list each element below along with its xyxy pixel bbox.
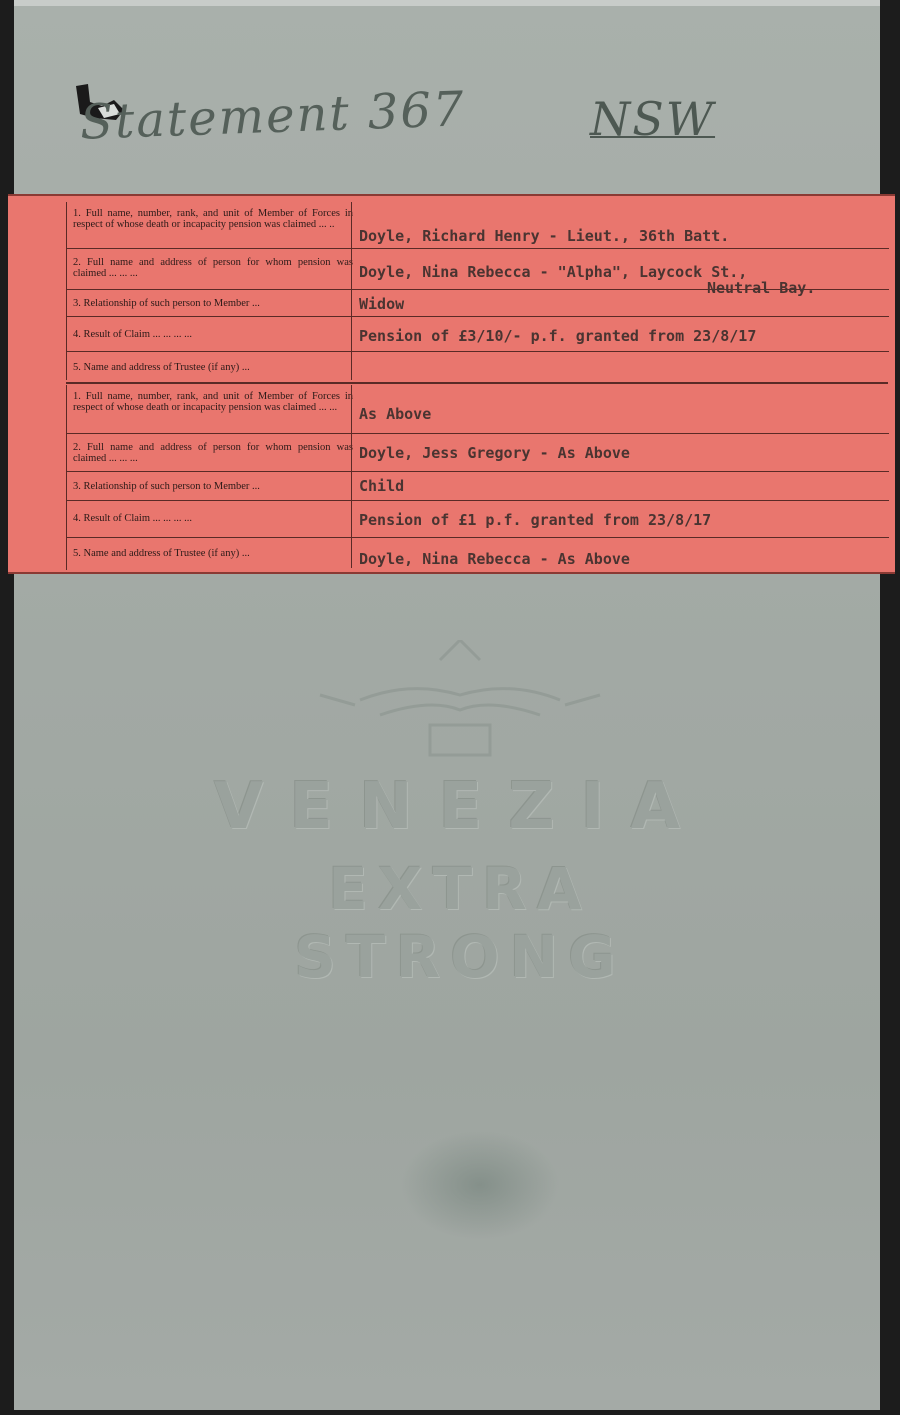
form-row (67, 290, 889, 317)
field-value: Doyle, Nina Rebecca - "Alpha", Laycock St., (359, 263, 748, 281)
watermark-line-1: VENEZIA (213, 770, 707, 844)
field-label: 2. Full name and address of person for whom pension was claimed ... ... ... (73, 442, 353, 464)
watermark-emblem (180, 640, 740, 770)
form-row (67, 501, 889, 538)
form-row (67, 472, 889, 501)
field-label: 4. Result of Claim ... ... ... ... (73, 329, 192, 340)
field-label: 5. Name and address of Trustee (if any) ... (73, 548, 250, 559)
pension-form (8, 194, 895, 574)
paper-watermark (180, 640, 740, 991)
field-label: 3. Relationship of such person to Member ... (73, 481, 260, 492)
form-row (67, 202, 889, 249)
field-label: 3. Relationship of such person to Member ... (73, 298, 260, 309)
field-value-continued: Neutral Bay. (707, 279, 816, 297)
paper-edge (14, 0, 880, 6)
form-row (67, 249, 889, 297)
form-row (67, 352, 889, 380)
form-row (67, 385, 889, 434)
field-label: 1. Full name, number, rank, and unit of Member of Forces in respect of whose death or incapacity pension was claimed ... .. (73, 208, 353, 230)
field-value: Doyle, Richard Henry - Lieut., 36th Batt. (359, 227, 730, 245)
field-value: Doyle, Nina Rebecca - As Above (359, 550, 630, 568)
form-section-1 (66, 202, 889, 380)
handwritten-code: NSW (590, 92, 716, 146)
field-label: 5. Name and address of Trustee (if any) ... (73, 362, 250, 373)
section-separator (66, 382, 888, 384)
paper-smudge (400, 1130, 560, 1240)
field-value: Doyle, Jess Gregory - As Above (359, 444, 630, 462)
form-row (67, 538, 889, 568)
field-label: 2. Full name and address of person for whom pension was claimed ... ... ... (73, 257, 353, 279)
form-row (67, 317, 889, 352)
field-value: As Above (359, 405, 432, 423)
form-section-2 (66, 385, 889, 570)
field-value: Pension of £3/10/- p.f. granted from 23/8/17 (359, 327, 757, 345)
field-value: Child (359, 477, 405, 495)
field-label: 1. Full name, number, rank, and unit of Member of Forces in respect of whose death or incapacity pension was claimed ... ... (73, 391, 353, 413)
field-value: Widow (359, 295, 405, 313)
form-row (67, 434, 889, 472)
watermark-line-2: EXTRA STRONG (294, 855, 626, 991)
field-value: Pension of £1 p.f. granted from 23/8/17 (359, 511, 712, 529)
field-label: 4. Result of Claim ... ... ... ... (73, 513, 192, 524)
handwritten-statement: Statement 367 (79, 81, 467, 151)
